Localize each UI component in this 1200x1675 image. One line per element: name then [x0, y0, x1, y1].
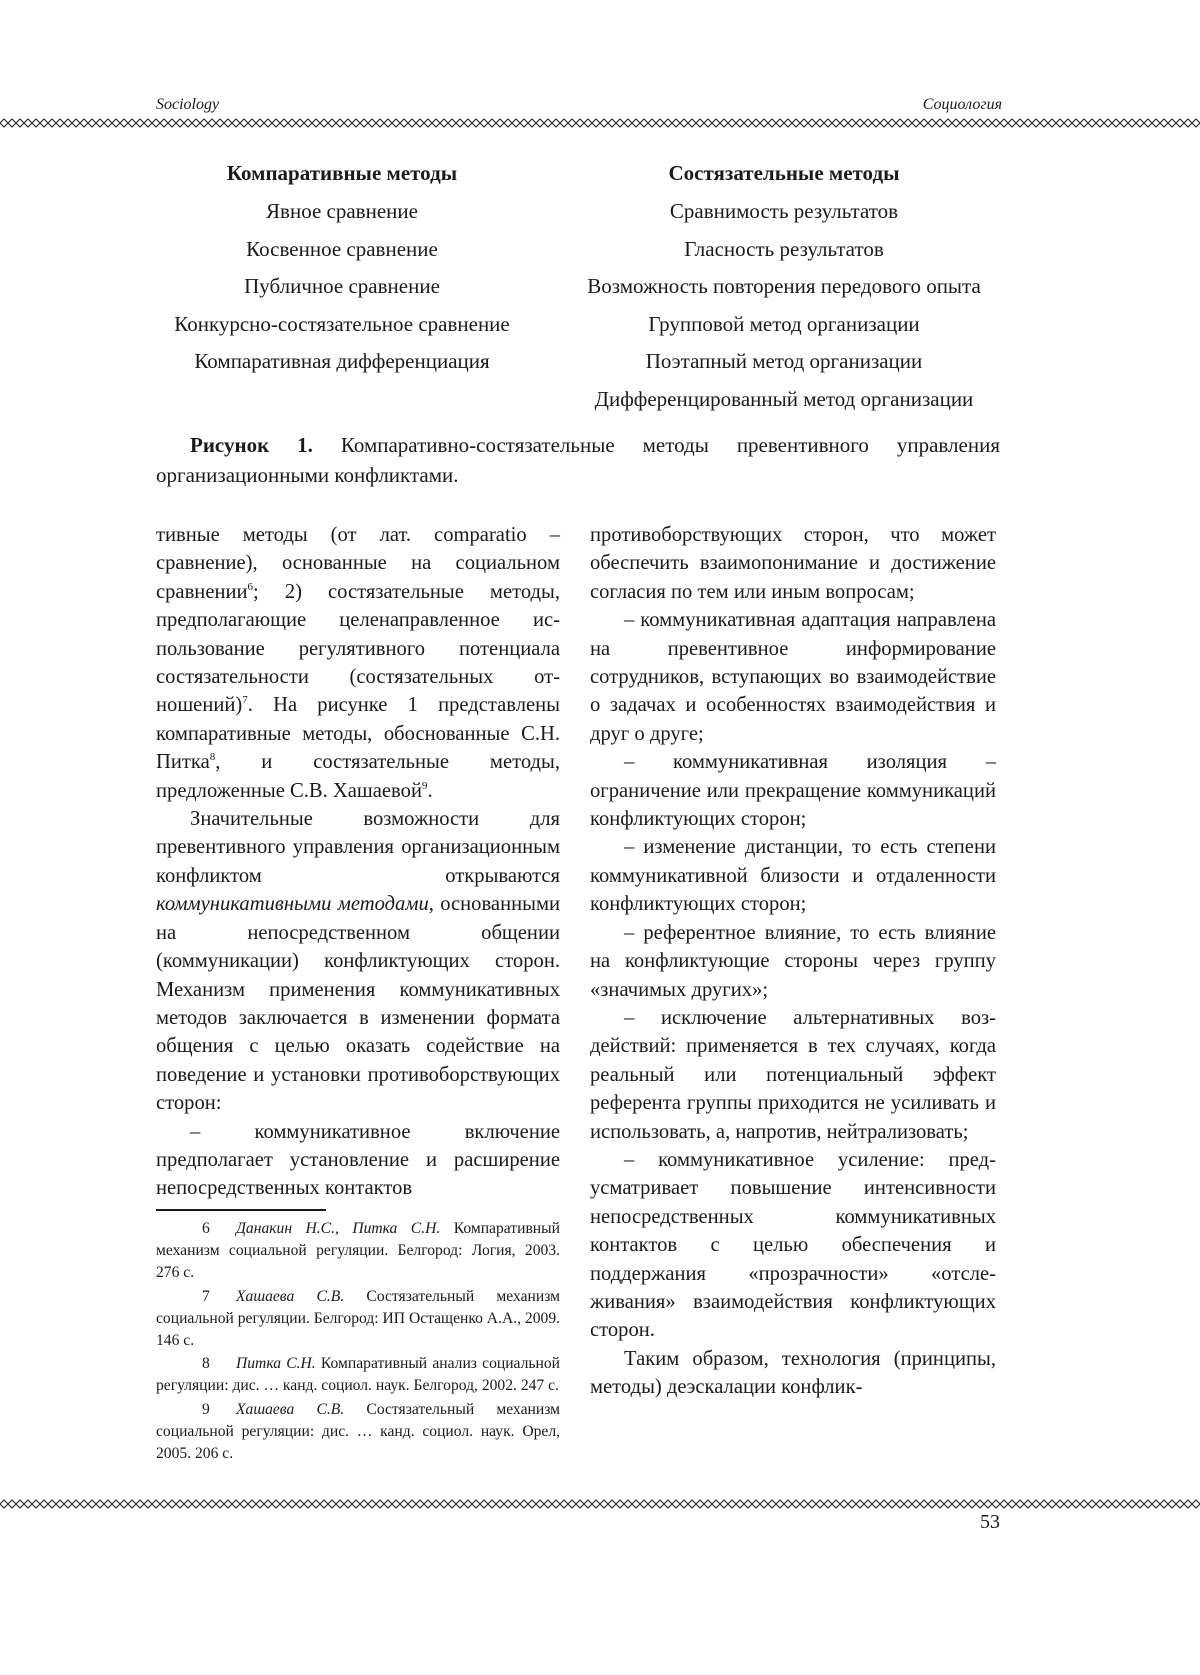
paragraph: [156, 521, 560, 805]
paragraph: Таким образом, технология (принципы, методы) деэскалации конфлик-: [590, 1347, 996, 1399]
competitive-methods-column: [548, 158, 1020, 421]
competitive-method-item: Сравнимость результатов: [669, 199, 899, 223]
footnote-number: 7: [202, 1287, 210, 1305]
caption-text: Компаративно-состязательные методы превентивного управления организационными конфликтами.: [156, 433, 1000, 487]
text-run: .: [427, 779, 433, 802]
competitive-method-item: Гласность результатов: [684, 236, 884, 261]
footnote-ref: 8: [209, 751, 216, 764]
footnote-separator: [156, 1209, 326, 1211]
footnote-number: 9: [202, 1400, 210, 1418]
footnote-text: Состязательный механизм социальной регуляции. Белгород: ИП Остащенко А.А., 2009. 146 с.: [156, 1287, 561, 1349]
emphasis: коммуникативными методами: [156, 893, 429, 916]
body-column-right: [590, 521, 996, 1402]
footnote-ref: 9: [421, 779, 428, 792]
comparative-method-item: Косвенное сравнение: [246, 236, 438, 261]
competitive-method-item: Дифференцированный метод организации: [594, 386, 974, 411]
competitive-methods-title: Состязательные методы: [668, 161, 900, 185]
footnotes: [156, 1218, 560, 1466]
footnote-text: Компаративный механизм социальной регуляции. Белгород: Логия, 2003. 276 с.: [156, 1220, 560, 1281]
caption-label: Рисунок 1.: [190, 433, 313, 457]
comparative-methods-column: [142, 158, 542, 384]
figure-caption: [156, 430, 1000, 490]
text-run: ; 2) состязательные методы, предполагающие целенаправленное использование регулятивного потенциала состязательности (состязательных отношений): [156, 580, 560, 717]
text-run: , и состязательные методы, предложенные С.В. Хашаевой: [156, 751, 560, 802]
comparative-methods-title: Компаративные методы: [226, 161, 458, 185]
comparative-method-item: Публичное сравнение: [244, 274, 440, 298]
ornament-rule-top: [0, 117, 1200, 129]
text-run: , основанными на непосредственном общении (коммуникации) конфликтующих сторон. Механизм применения коммуникативных методов заключается в изменении формата общения с целью оказать содействие на поведение и установки противоборствующих сторон:: [156, 893, 561, 1115]
competitive-method-item: Поэтапный метод организации: [645, 349, 923, 373]
header-right: Социология: [922, 96, 1002, 113]
text-run: Значительные возможности для превентивного управления организационным конфликтом открываются: [156, 808, 560, 887]
footnote-number: 6: [202, 1220, 210, 1237]
comparative-method-item: Компаративная дифференциация: [194, 349, 490, 373]
paragraph: – коммуникативное усиление: предусматривает повышение интенсивности непосредственных коммуникативных контактов с целью обеспечения и поддержания «прозрачности» «отслеживания» взаимодействия конфликтующих сторон.: [590, 1148, 996, 1342]
paragraph: – коммуникативная изоляция – ограничение или прекращение коммуникаций конфликтующих сторон;: [590, 751, 996, 831]
comparative-method-item: Конкурсно-состязательное сравнение: [174, 311, 510, 336]
paragraph: [156, 805, 560, 1117]
footnote-ref: 7: [242, 694, 248, 707]
footnote-text: Компаративный анализ социальной регуляции: дис. … канд. социол. наук. Белгород, 2002. 247 с.: [156, 1355, 560, 1394]
footnote-author: Данакин Н.С., Питка С.Н.: [236, 1220, 441, 1237]
ornament-rule-bottom: [0, 1498, 1200, 1510]
footnote-ref: 6: [247, 580, 254, 593]
footnote-number: 8: [202, 1355, 210, 1372]
footnote-author: Хашаева С.В.: [236, 1400, 345, 1418]
footnote-author: Питка С.Н.: [236, 1355, 316, 1372]
paragraph: – коммуникативная адаптация направлена на превентивное информирование сотрудников, вступающих во взаимодействие о задачах и особенностях взаимодействия и друг о друге;: [590, 609, 996, 745]
footnote-author: Хашаева С.В.: [236, 1287, 345, 1305]
footnote: [156, 1399, 560, 1465]
footnote: [156, 1286, 560, 1352]
comparative-method-item: Явное сравнение: [266, 199, 418, 223]
text-run: тивные методы (от лат. comparatio – сравнение), основанные на социальном сравнении: [156, 524, 560, 603]
paragraph: – исключение альтернативных воздействий: применяется в тех случаях, когда реальный или потенциальный эффект референта группы приходится не усиливать и использовать, а, напротив, нейтрализовать;: [590, 1006, 996, 1143]
paragraph: – референтное влияние, то есть влияние на конфликтующие стороны через группу «значимых других»;: [590, 921, 996, 1001]
paragraph: – изменение дистанции, то есть степени коммуникативной близости и отдаленности конфликтующих сторон;: [590, 836, 996, 916]
header-left: Sociology: [156, 96, 220, 113]
paragraph: противоборствующих сторон, что может обеспечить взаимопонимание и достижение согласия по тем или иным вопросам;: [590, 524, 996, 603]
competitive-method-item: Возможность повторения передового опыта: [587, 274, 981, 298]
text-run: . На рисунке 1 представлены компаративные методы, обоснованные С.Н. Питка: [156, 694, 560, 774]
page-number: 53: [980, 1511, 1000, 1533]
footnote: [156, 1218, 560, 1284]
footnote: [156, 1353, 560, 1397]
competitive-method-item: Групповой метод организации: [648, 311, 920, 336]
footnote-text: Состязательный механизм социальной регуляции: дис. … канд. социол. наук. Орел, 2005. 206 с.: [156, 1400, 560, 1462]
paragraph: – коммуникативное включение предполагает установление и расширение непосредственных контактов: [156, 1120, 560, 1200]
body-column-left: [156, 521, 560, 1203]
